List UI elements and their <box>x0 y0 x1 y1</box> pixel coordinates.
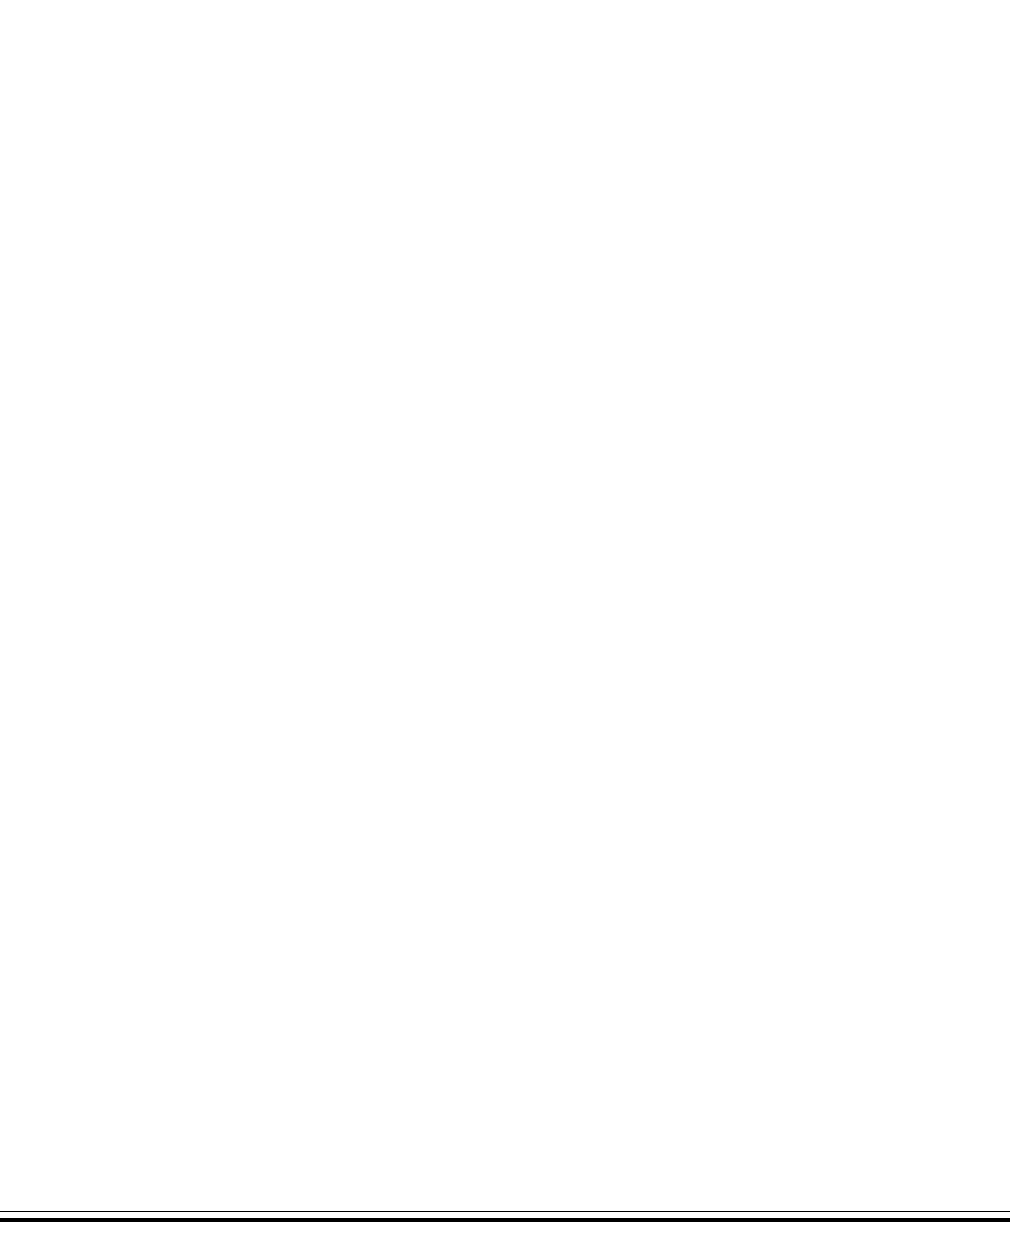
footer-rule-thin <box>0 1211 1010 1212</box>
footer-rule-thick <box>0 1218 1010 1222</box>
